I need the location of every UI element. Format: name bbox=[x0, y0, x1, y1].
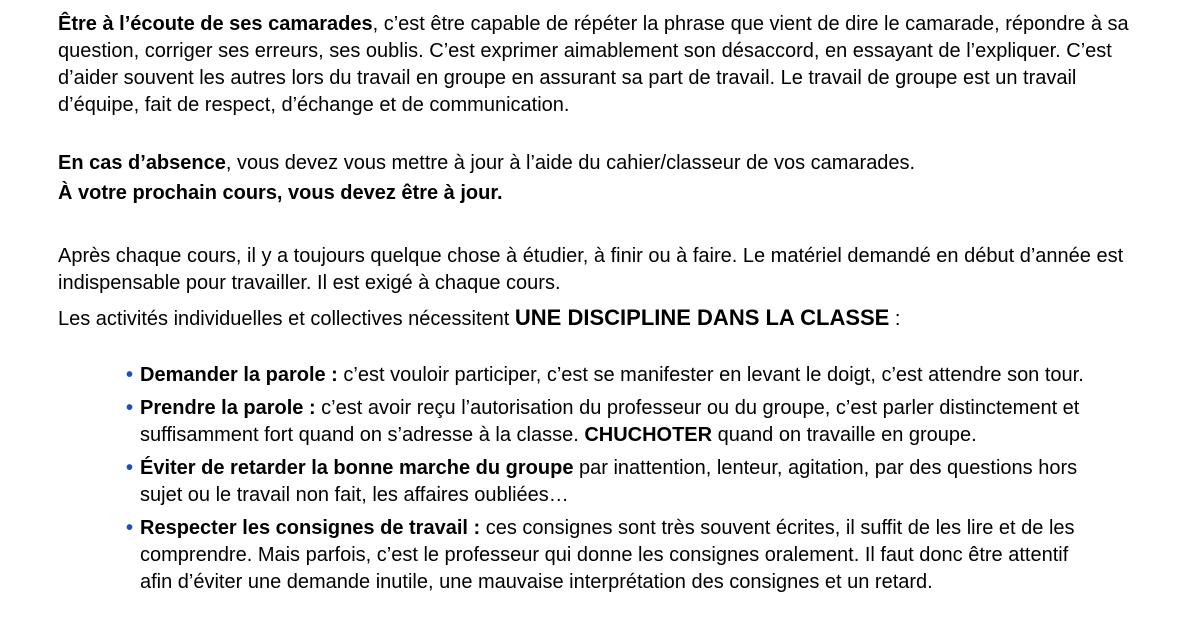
bullet-dot-icon: • bbox=[126, 517, 134, 539]
rule-title: Éviter de retarder la bonne marche du groupe bbox=[140, 457, 574, 479]
paragraph-listening-text: , c’est être capable de répéter la phrase que vient de dire le camarade, répondre à sa question, corriger ses erreurs, ses oublis. C’est exprimer aimablement son désaccord, en essayant de l’expliquer. C’est d’aider souvent les autres lors du travail en groupe en assurant sa part de travail. Le travail de groupe est un travail d’équipe, fait de respect, d’échange et de communication. bbox=[58, 13, 1129, 116]
bullet-dot-icon: • bbox=[126, 397, 134, 419]
paragraph-absence-text: , vous devez vous mettre à jour à l’aide du cahier/classeur de vos camarades. bbox=[225, 152, 916, 174]
paragraph-listening bbox=[58, 11, 1138, 119]
paragraph-absence bbox=[58, 150, 1138, 177]
list-item bbox=[126, 455, 1106, 509]
rule-title: Respecter les consignes de travail : bbox=[140, 517, 481, 539]
discipline-heading: UNE DISCIPLINE DANS LA CLASSE bbox=[514, 305, 890, 330]
bullet-dot-icon: • bbox=[126, 457, 134, 479]
rule-text-continued: quand on travaille en groupe. bbox=[712, 424, 977, 446]
rule-emphasis: CHUCHOTER bbox=[584, 424, 713, 446]
discipline-rules-list bbox=[126, 362, 1106, 602]
rule-text: ces consignes sont très souvent écrites, il suffit de les lire et de les comprendre. Mais parfois, c’est le professeur qui donne les consignes oralement. Il faut donc être attentif afin d’éviter une demande inutile, une mauvaise interprétation des consignes et un retard. bbox=[140, 517, 1075, 593]
bullet-dot-icon: • bbox=[126, 364, 134, 386]
rule-title: Prendre la parole : bbox=[140, 397, 316, 419]
list-item bbox=[126, 515, 1106, 596]
list-item bbox=[126, 395, 1106, 449]
list-item bbox=[126, 362, 1106, 389]
discipline-intro-colon: : bbox=[889, 308, 901, 330]
paragraph-absence-title: En cas d’absence bbox=[58, 152, 226, 174]
rule-text: par inattention, lenteur, agitation, par des questions hors sujet ou le travail non fait, les affaires oubliées… bbox=[140, 457, 1078, 506]
rule-text: c’est vouloir participer, c’est se manifester en levant le doigt, c’est attendre son tour. bbox=[337, 364, 1084, 386]
paragraph-discipline-intro bbox=[58, 304, 1138, 333]
rule-text: c’est avoir reçu l’autorisation du professeur ou du groupe, c’est parler distinctement et suffisamment fort quand on s’adresse à la classe. bbox=[140, 397, 1080, 446]
paragraph-listening-title: Être à l’écoute de ses camarades bbox=[58, 13, 373, 35]
paragraph-homework: Après chaque cours, il y a toujours quelque chose à étudier, à finir ou à faire. Le matériel demandé en début d’année est indispensable pour travailler. Il est exigé à chaque cours. bbox=[58, 245, 1124, 294]
paragraph-absence-reminder: À votre prochain cours, vous devez être à jour. bbox=[58, 182, 503, 204]
rule-title: Demander la parole : bbox=[140, 364, 338, 386]
discipline-intro-text: Les activités individuelles et collectives nécessitent bbox=[58, 308, 515, 330]
